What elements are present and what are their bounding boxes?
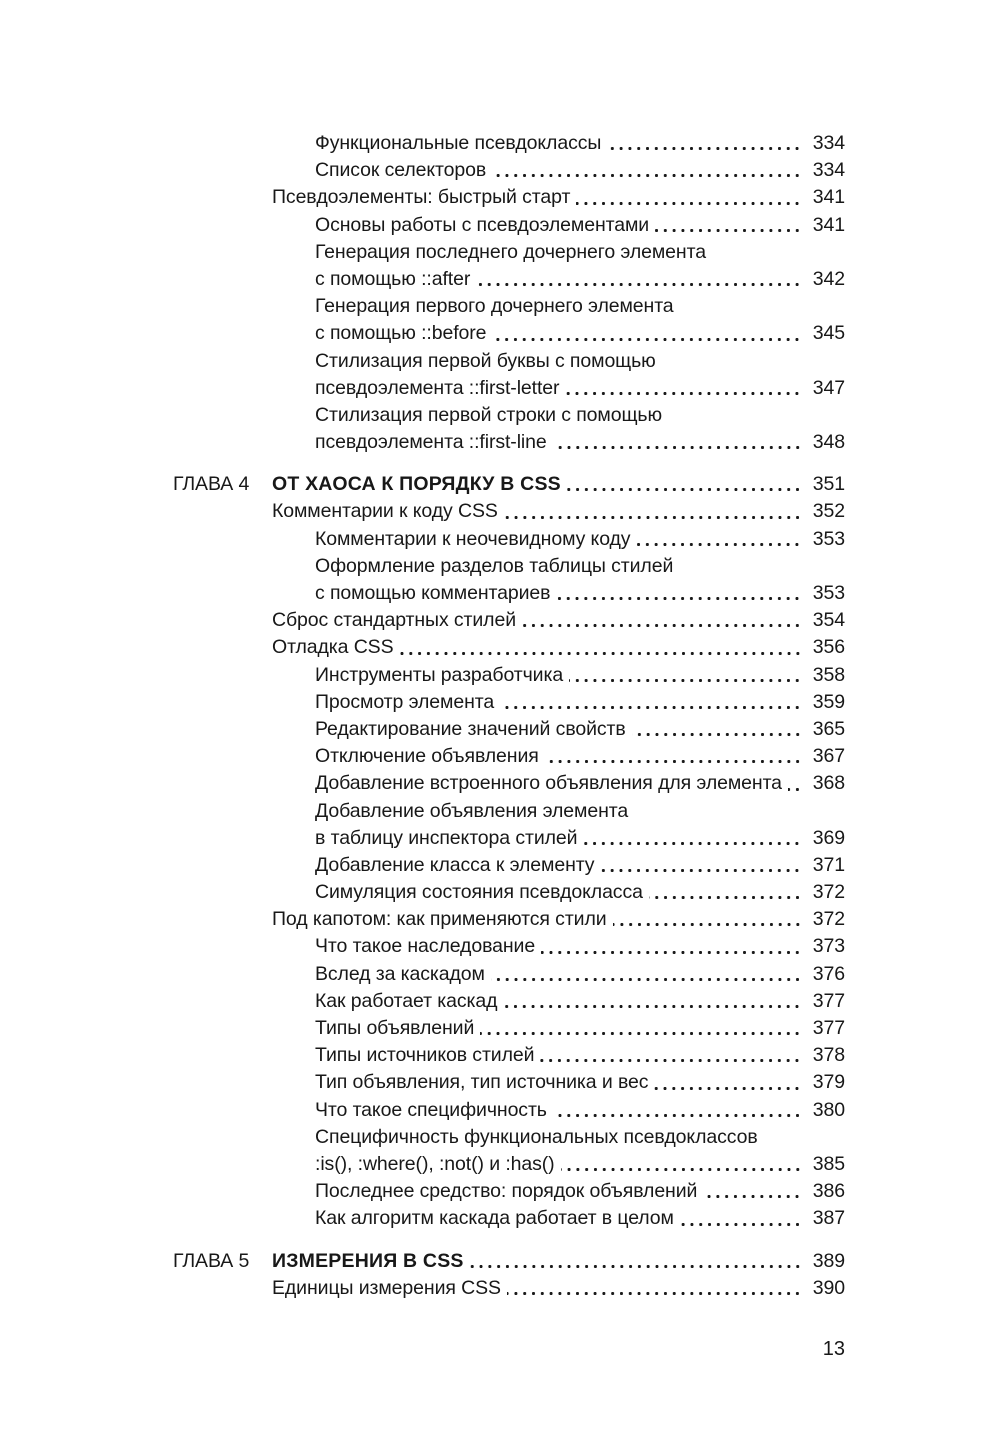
- toc-entry-text: с помощью комментариев: [315, 582, 551, 604]
- toc-page-ref: 341: [812, 186, 845, 209]
- toc-page-ref: 353: [812, 582, 845, 604]
- dot-leader: [486, 157, 805, 184]
- toc-entry-text: псевдоэлемента ::first-letter: [315, 376, 560, 399]
- toc-entry: [173, 184, 845, 211]
- toc-entry: [173, 988, 845, 1015]
- dot-leader: [498, 498, 805, 525]
- toc-entry-line: [173, 1124, 845, 1151]
- toc-entry: [173, 770, 845, 797]
- dot-leader: [494, 689, 805, 716]
- toc-entry: [173, 1275, 845, 1302]
- toc-entry-line: [173, 689, 845, 716]
- toc-entry: [173, 879, 845, 906]
- toc-entry: [173, 1124, 845, 1178]
- toc-page-ref: 369: [812, 826, 845, 849]
- toc-page-ref: 353: [812, 527, 845, 550]
- toc-entry: [173, 1015, 845, 1042]
- dot-leader: [630, 526, 804, 553]
- toc-entry-text: Вслед за каскадом: [315, 962, 485, 985]
- toc-entry: [173, 1205, 845, 1232]
- toc-entry-text: Как работает каскад: [315, 989, 498, 1012]
- toc-entry: [173, 634, 845, 661]
- dot-leader: [501, 1275, 805, 1302]
- toc-entry-line: [173, 1275, 845, 1302]
- toc-entry-line: [173, 1097, 845, 1124]
- toc-entry-text: Список селекторов: [315, 159, 487, 182]
- dot-leader: [555, 1151, 805, 1178]
- dot-leader: [550, 580, 804, 607]
- toc-entry-line: [173, 770, 845, 797]
- toc-page-ref: 348: [812, 431, 845, 454]
- toc-entry-line: [173, 184, 845, 211]
- toc-entry-line: [173, 130, 845, 157]
- dot-leader: [607, 906, 805, 933]
- toc-entry-text: с помощью ::before: [315, 322, 487, 345]
- toc-entry: [173, 239, 845, 293]
- toc-page-ref: 345: [812, 322, 845, 345]
- chapter-title: ИЗМЕРЕНИЯ В CSS: [272, 1249, 464, 1272]
- dot-leader: [561, 471, 805, 498]
- toc-entry: [173, 348, 845, 402]
- dot-leader: [626, 716, 805, 743]
- chapter-label: ГЛАВА 5: [173, 1249, 250, 1272]
- dot-leader: [535, 933, 805, 960]
- toc-entry: [173, 743, 845, 770]
- toc-entry-text: Как алгоритм каскада работает в целом: [315, 1207, 674, 1230]
- toc-page-ref: 380: [812, 1098, 845, 1121]
- toc-entry-line: [173, 1069, 845, 1096]
- dot-leader: [534, 1042, 804, 1069]
- toc-entry-line: [173, 988, 845, 1015]
- toc-entry-line: [173, 553, 845, 580]
- toc-entry-line: [173, 961, 845, 988]
- toc-page-ref: 352: [812, 500, 845, 523]
- toc-page-ref: 378: [812, 1044, 845, 1067]
- toc-entry-line: [173, 607, 845, 634]
- toc-page-ref: 334: [812, 159, 845, 182]
- dot-leader: [782, 770, 805, 797]
- toc-entry-text: Генерация первого дочернего элемента: [315, 295, 674, 318]
- toc-page-ref: 367: [812, 745, 845, 768]
- toc-entry-line: [173, 716, 845, 743]
- toc-page-ref: 347: [812, 376, 845, 399]
- toc-entry: [173, 607, 845, 634]
- toc-entry-line: [173, 471, 845, 498]
- toc-entry-text: Добавление объявления элемента: [315, 799, 629, 822]
- toc-entry-line: [173, 662, 845, 689]
- toc-entry-text: Просмотр элемента: [315, 690, 495, 713]
- toc-entry-text: Оформление разделов таблицы стилей: [315, 554, 674, 577]
- toc-entry-line: [173, 1178, 845, 1205]
- toc-entry-line: [173, 348, 845, 375]
- toc-page-ref: 359: [812, 690, 845, 713]
- dot-leader: [648, 1069, 804, 1096]
- dot-leader: [474, 1015, 805, 1042]
- toc-entry: [173, 1069, 845, 1096]
- toc-entry: [173, 157, 845, 184]
- toc-entry-line: [173, 239, 845, 266]
- dot-leader: [470, 266, 805, 293]
- toc-entry: [173, 402, 845, 456]
- toc-entry-text: Специфичность функциональных псевдоклассов: [315, 1125, 758, 1148]
- toc-page-ref: 386: [812, 1180, 845, 1203]
- toc-entry-line: [173, 212, 845, 239]
- toc-entry-text: Редактирование значений свойств: [315, 717, 626, 740]
- dot-leader: [539, 743, 805, 770]
- toc-entry-text: Типы источников стилей: [315, 1044, 535, 1067]
- dot-leader: [570, 184, 804, 211]
- toc-entry: [173, 553, 845, 607]
- toc-entry: [173, 906, 845, 933]
- toc-entry-text: Псевдоэлементы: быстрый старт: [272, 186, 571, 209]
- toc-page-ref: 341: [812, 213, 845, 236]
- toc-entry-line: [173, 743, 845, 770]
- toc-entry-text: псевдоэлемента ::first-line: [315, 431, 547, 454]
- chapter-title: ОТ ХАОСА К ПОРЯДКУ В CSS: [272, 473, 561, 496]
- toc-entry-text: Добавление встроенного объявления для элемента: [315, 772, 782, 795]
- toc-entry: [173, 212, 845, 239]
- toc-page-ref: 358: [812, 663, 845, 686]
- dot-leader: [485, 961, 805, 988]
- dot-leader: [547, 1097, 805, 1124]
- toc-entry-line: [173, 1248, 845, 1275]
- toc-entry-line: [173, 1015, 845, 1042]
- toc-entry-line: [173, 852, 845, 879]
- dot-leader: [547, 429, 805, 456]
- toc-entry-text: Добавление класса к элементу: [315, 853, 595, 876]
- toc-entry-text: Стилизация первой буквы с помощью: [315, 349, 656, 372]
- toc-entry-line: [173, 580, 845, 607]
- toc-entry-text: Что такое наследование: [315, 935, 536, 958]
- toc-page-ref: 342: [812, 267, 845, 290]
- toc-entry-line: [173, 825, 845, 852]
- toc-page-ref: 377: [812, 1017, 845, 1039]
- toc-entry: [173, 1097, 845, 1124]
- toc-entry-text: Симуляция состояния псевдокласса: [315, 881, 643, 904]
- toc-page-ref: 334: [812, 132, 845, 154]
- toc-entry-text: Комментарии к коду CSS: [272, 500, 498, 523]
- dot-leader: [516, 607, 805, 634]
- dot-leader: [594, 852, 804, 879]
- toc-entry-line: [173, 375, 845, 402]
- page-number: 13: [822, 1338, 845, 1360]
- toc-entry-text: Тип объявления, тип источника и вес: [315, 1071, 649, 1094]
- toc-entry: [173, 293, 845, 347]
- toc-entry: [173, 662, 845, 689]
- toc-page-ref: 368: [812, 772, 845, 795]
- toc-page-ref: 385: [812, 1152, 845, 1175]
- toc-entry-text: Основы работы с псевдоэлементами: [315, 213, 650, 236]
- dot-leader: [601, 130, 804, 157]
- toc-chapter-entry: [173, 1248, 845, 1275]
- toc-entry-text: Функциональные псевдоклассы: [315, 132, 602, 154]
- toc-entry-line: [173, 402, 845, 429]
- dot-leader: [697, 1178, 804, 1205]
- dot-leader: [674, 1205, 805, 1232]
- toc-page-ref: 356: [812, 636, 845, 659]
- toc-entry-line: [173, 906, 845, 933]
- dot-leader: [464, 1248, 805, 1275]
- toc-entry-text: Отладка CSS: [272, 636, 394, 659]
- toc-list: [173, 130, 845, 1302]
- toc-chapter-entry: [173, 471, 845, 498]
- toc-page-ref: 372: [812, 908, 845, 931]
- toc-entry: [173, 933, 845, 960]
- toc-entry: [173, 716, 845, 743]
- toc-entry-line: [173, 798, 845, 825]
- toc-entry: [173, 498, 845, 525]
- toc-entry: [173, 852, 845, 879]
- dot-leader: [563, 662, 805, 689]
- toc-page-ref: 387: [812, 1207, 845, 1230]
- toc-entry-line: [173, 526, 845, 553]
- dot-leader: [394, 634, 805, 661]
- toc-entry-line: [173, 266, 845, 293]
- dot-leader: [577, 825, 804, 852]
- toc-page-ref: 389: [812, 1249, 845, 1272]
- toc-entry-text: с помощью ::after: [315, 267, 471, 290]
- toc-page-ref: 377: [812, 989, 845, 1012]
- dot-leader: [486, 320, 804, 347]
- toc-entry-text: Единицы измерения CSS: [272, 1276, 501, 1299]
- dot-leader: [649, 212, 805, 239]
- toc-page-ref: 371: [812, 853, 845, 876]
- toc-entry-line: [173, 634, 845, 661]
- toc-entry: [173, 689, 845, 716]
- dot-leader: [559, 375, 804, 402]
- toc-entry-line: [173, 1042, 845, 1069]
- toc-entry-line: [173, 933, 845, 960]
- toc-entry-text: Комментарии к неочевидному коду: [315, 527, 631, 550]
- toc-entry-line: [173, 1151, 845, 1178]
- toc-page-ref: 379: [812, 1071, 845, 1094]
- toc-entry: [173, 526, 845, 553]
- toc-entry-text: Типы объявлений: [315, 1017, 475, 1039]
- dot-leader: [497, 988, 804, 1015]
- toc-entry: [173, 1042, 845, 1069]
- toc-entry-line: [173, 293, 845, 320]
- toc-entry-line: [173, 498, 845, 525]
- toc-page-ref: 351: [812, 473, 845, 496]
- dot-leader: [643, 879, 805, 906]
- toc-page-ref: 354: [812, 609, 845, 632]
- toc-entry-text: Стилизация первой строки с помощью: [315, 403, 663, 426]
- toc-entry: [173, 961, 845, 988]
- toc-entry-line: [173, 320, 845, 347]
- toc-entry-text: в таблицу инспектора стилей: [315, 826, 578, 849]
- chapter-label: ГЛАВА 4: [173, 473, 250, 496]
- toc-entry: [173, 130, 845, 157]
- toc-entry: [173, 798, 845, 852]
- toc-entry-text: Инструменты разработчика: [315, 663, 564, 686]
- toc-entry-text: Что такое специфичность: [315, 1098, 547, 1121]
- toc-entry-text: Последнее средство: порядок объявлений: [315, 1180, 698, 1203]
- toc-entry-line: [173, 879, 845, 906]
- toc-page-ref: 373: [812, 935, 845, 958]
- toc-entry-line: [173, 157, 845, 184]
- toc-page-ref: 365: [812, 717, 845, 740]
- toc-entry-text: Сброс стандартных стилей: [272, 609, 516, 632]
- toc-page-ref: 372: [812, 881, 845, 904]
- toc-entry-text: :is(), :where(), :not() и :has(): [315, 1152, 555, 1175]
- toc-entry-text: Отключение объявления: [315, 745, 539, 768]
- toc-entry: [173, 1178, 845, 1205]
- toc-entry-text: Под капотом: как применяются стили: [272, 908, 607, 931]
- toc-entry-line: [173, 1205, 845, 1232]
- toc-entry-text: Генерация последнего дочернего элемента: [315, 240, 706, 263]
- toc-page-ref: 376: [812, 962, 845, 985]
- toc-page-ref: 390: [812, 1276, 845, 1299]
- toc-entry-line: [173, 429, 845, 456]
